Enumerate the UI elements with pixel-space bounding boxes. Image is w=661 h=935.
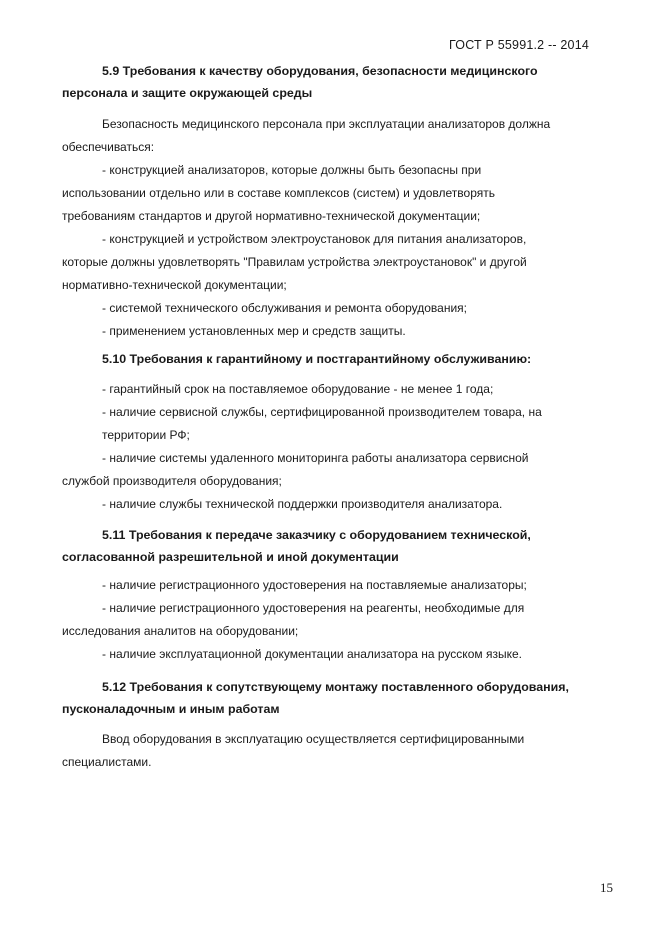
section-5-9-title-line-1: 5.9 Требования к качеству оборудования, безопасности медицинского: [102, 64, 538, 78]
list-item-continuation: исследования аналитов на оборудовании;: [62, 624, 299, 638]
list-item-continuation: требованиям стандартов и другой нормативно-технической документации;: [62, 209, 481, 223]
list-item: - наличие службы технической поддержки производителя анализатора.: [102, 497, 503, 511]
section-5-11: [62, 524, 610, 568]
section-5-9-title: [62, 60, 610, 104]
paragraph-line: Ввод оборудования в эксплуатацию осуществляется сертифицированными: [102, 732, 525, 746]
list-item: - конструкцией анализаторов, которые должны быть безопасны при: [102, 163, 482, 177]
list-item-continuation: которые должны удовлетворять "Правилам устройства электроустановок" и другой: [62, 255, 527, 269]
list-item: - системой технического обслуживания и ремонта оборудования;: [102, 301, 468, 315]
list-item: - наличие регистрационного удостоверения на поставляемые анализаторы;: [102, 578, 527, 592]
paragraph-line: Безопасность медицинского персонала при эксплуатации анализаторов должна: [102, 117, 551, 131]
section-5-10-title: 5.10 Требования к гарантийному и постгарантийному обслуживанию:: [102, 352, 532, 366]
section-5-12: [62, 676, 610, 720]
list-item: - наличие регистрационного удостоверения на реагенты, необходимые для: [102, 601, 525, 615]
list-item: - наличие эксплуатационной документации анализатора на русском языке.: [102, 647, 522, 661]
section-5-10: [62, 348, 610, 370]
paragraph-line: обеспечиваться:: [62, 140, 155, 154]
list-item-continuation: территории РФ;: [102, 428, 190, 442]
page-number: 15: [600, 880, 613, 895]
list-item: - наличие сервисной службы, сертифицированной производителем товара, на: [102, 405, 542, 419]
section-5-11-title-line-1: 5.11 Требования к передаче заказчику с оборудованием технической,: [102, 528, 531, 542]
section-5-12-body: [62, 728, 610, 774]
list-item: - гарантийный срок на поставляемое оборудование - не менее 1 года;: [102, 382, 494, 396]
list-item-continuation: использовании отдельно или в составе комплексов (систем) и удовлетворять: [62, 186, 495, 200]
section-5-11-title-line-2: согласованной разрешительной и иной документации: [62, 550, 399, 564]
section-5-9-body: [62, 113, 610, 343]
section-5-10-body: [62, 378, 610, 516]
section-5-12-title-line-1: 5.12 Требования к сопутствующему монтажу поставленного оборудования,: [102, 680, 569, 694]
list-item: - применением установленных мер и средств защиты.: [102, 324, 406, 338]
paragraph-line: специалистами.: [62, 755, 152, 769]
section-5-12-title: [62, 676, 610, 720]
list-item: - конструкцией и устройством электроустановок для питания анализаторов,: [102, 232, 527, 246]
list-item-continuation: службой производителя оборудования;: [62, 474, 282, 488]
section-5-11-title: [62, 524, 610, 568]
section-5-12-title-line-2: пусконаладочным и иным работам: [62, 702, 280, 716]
section-5-9-title-line-2: персонала и защите окружающей среды: [62, 86, 313, 100]
section-5-11-body: [62, 574, 610, 666]
document-header: ГОСТ Р 55991.2 -- 2014: [449, 38, 589, 52]
section-5-9: [62, 60, 610, 104]
list-item: - наличие системы удаленного мониторинга работы анализатора сервисной: [102, 451, 529, 465]
list-item-continuation: нормативно-технической документации;: [62, 278, 287, 292]
